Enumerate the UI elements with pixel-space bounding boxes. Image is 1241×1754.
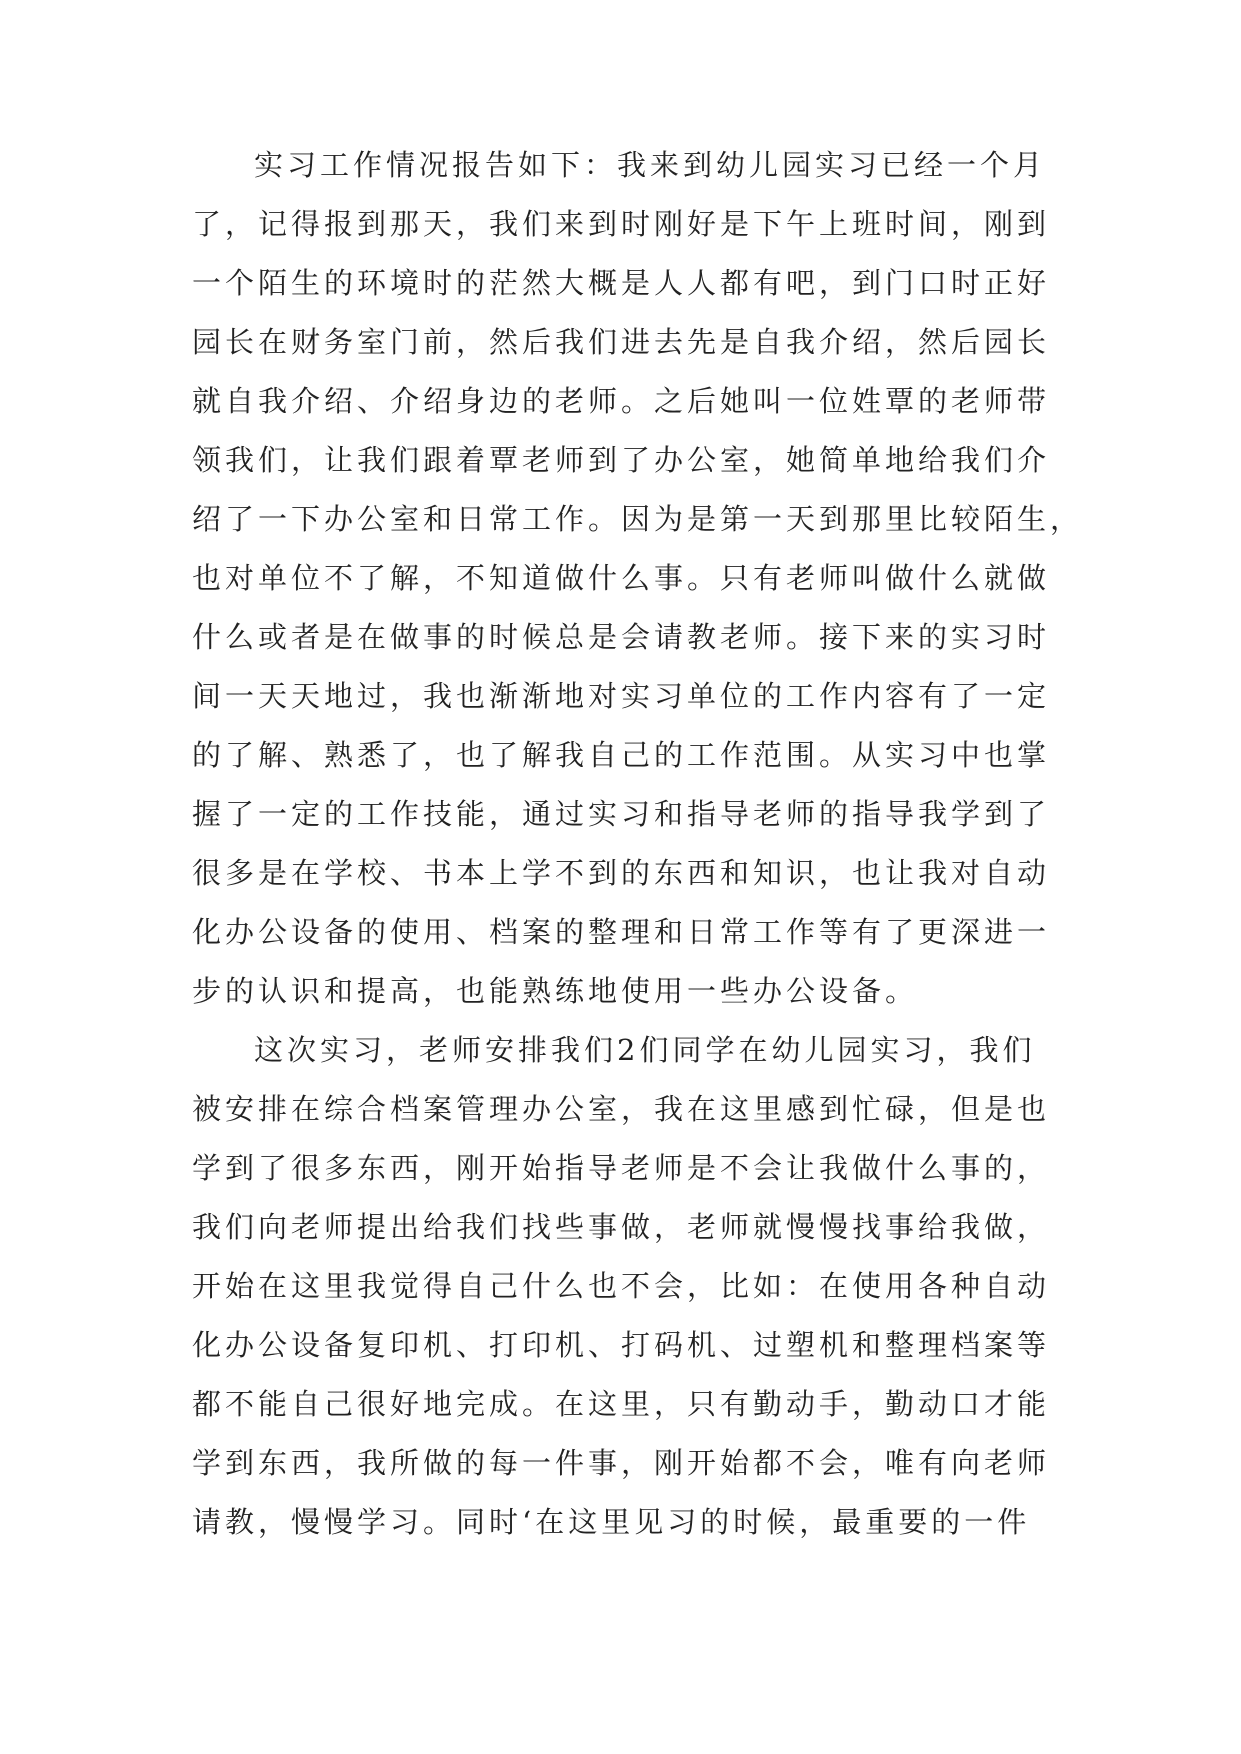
paragraph-2-line-7: 都不能自己很好地完成。在这里，只有勤动手，勤动口才能 — [192, 1387, 1051, 1421]
paragraph-1-line-6: 领我们，让我们跟着覃老师到了办公室，她简单地给我们介 — [192, 443, 1051, 477]
paragraph-1-line-5: 就自我介绍、介绍身边的老师。之后她叫一位姓覃的老师带 — [192, 384, 1051, 418]
paragraph-1-line-2: 了，记得报到那天，我们来到时刚好是下午上班时间，刚到 — [192, 207, 1051, 241]
paragraph-2-line-9: 请教，慢慢学习。同时‘在这里见习的时候，最重要的一件 — [192, 1505, 1031, 1539]
paragraph-2-line-5: 开始在这里我觉得自己什么也不会，比如：在使用各种自动 — [192, 1269, 1051, 1303]
paragraph-2-line-4: 我们向老师提出给我们找些事做，老师就慢慢找事给我做， — [192, 1210, 1051, 1244]
paragraph-1-line-11: 的了解、熟悉了，也了解我自己的工作范围。从实习中也掌 — [192, 738, 1051, 772]
paragraph-1-line-12: 握了一定的工作技能，通过实习和指导老师的指导我学到了 — [192, 797, 1051, 831]
paragraph-1-line-8: 也对单位不了解，不知道做什么事。只有老师叫做什么就做 — [192, 561, 1051, 595]
paragraph-1-line-14: 化办公设备的使用、档案的整理和日常工作等有了更深进一 — [192, 915, 1051, 949]
paragraph-1-line-9: 什么或者是在做事的时候总是会请教老师。接下来的实习时 — [192, 620, 1051, 654]
paragraph-1-line-13: 很多是在学校、书本上学不到的东西和知识，也让我对自动 — [192, 856, 1051, 890]
paragraph-1-line-10: 间一天天地过，我也渐渐地对实习单位的工作内容有了一定 — [192, 679, 1051, 713]
paragraph-1-line-3: 一个陌生的环境时的茫然大概是人人都有吧，到门口时正好 — [192, 266, 1051, 300]
paragraph-2-line-3: 学到了很多东西，刚开始指导老师是不会让我做什么事的， — [192, 1151, 1051, 1185]
paragraph-1-line-7: 绍了一下办公室和日常工作。因为是第一天到那里比较陌生， — [192, 502, 1084, 536]
paragraph-2-line-1: 这次实习，老师安排我们2们同学在幼儿园实习，我们 — [254, 1033, 1036, 1067]
paragraph-2-line-2: 被安排在综合档案管理办公室，我在这里感到忙碌，但是也 — [192, 1092, 1051, 1126]
paragraph-2-line-6: 化办公设备复印机、打印机、打码机、过塑机和整理档案等 — [192, 1328, 1051, 1362]
paragraph-1-line-1: 实习工作情况报告如下：我来到幼儿园实习已经一个月 — [254, 148, 1047, 182]
paragraph-1-line-15: 步的认识和提高，也能熟练地使用一些办公设备。 — [192, 974, 919, 1008]
paragraph-1-line-4: 园长在财务室门前，然后我们进去先是自我介绍，然后园长 — [192, 325, 1051, 359]
paragraph-2-line-8: 学到东西，我所做的每一件事，刚开始都不会，唯有向老师 — [192, 1446, 1051, 1480]
